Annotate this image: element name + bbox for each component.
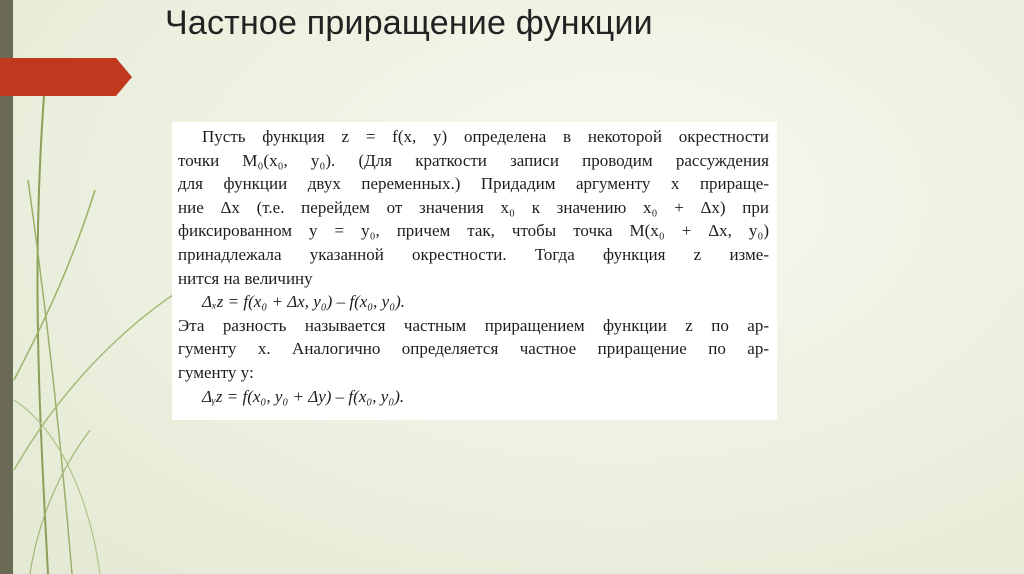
title-accent-arrow: [0, 58, 132, 96]
formula-partial-x: Δₓz = f(x₀ + Δx, y₀) – f(x₀, y₀).: [202, 292, 406, 312]
text-line-6: принадлежала указанной окрестности. Тогда функция z изме-: [178, 244, 769, 264]
page-title: Частное приращение функции: [165, 4, 653, 42]
text-line-7: нится на величину: [178, 268, 313, 288]
text-line-3: для функции двух переменных.) Придадим аргументу x прираще-: [178, 174, 769, 194]
text-line-10: гументу x. Аналогично определяется частное приращение по ар-: [178, 339, 769, 359]
text-line-4: ние Δx (т.е. перейдем от значения x₀ к значению x₀ + Δx) при: [178, 197, 769, 217]
text-line-5: фиксированном y = y₀, причем так, чтобы точка M(x₀ + Δx, y₀): [178, 221, 769, 241]
text-line-2: точки M₀(x₀, y₀). (Для краткости записи проводим рассуждения: [178, 150, 769, 170]
text-line-11: гументу y:: [178, 362, 254, 382]
text-line-9: Эта разность называется частным приращением функции z по ар-: [178, 315, 769, 335]
formula-partial-y: Δᵧz = f(x₀, y₀ + Δy) – f(x₀, y₀).: [202, 386, 405, 406]
text-line-1: Пусть функция z = f(x, y) определена в некоторой окрестности: [202, 127, 769, 146]
definition-text-box: [172, 122, 777, 420]
